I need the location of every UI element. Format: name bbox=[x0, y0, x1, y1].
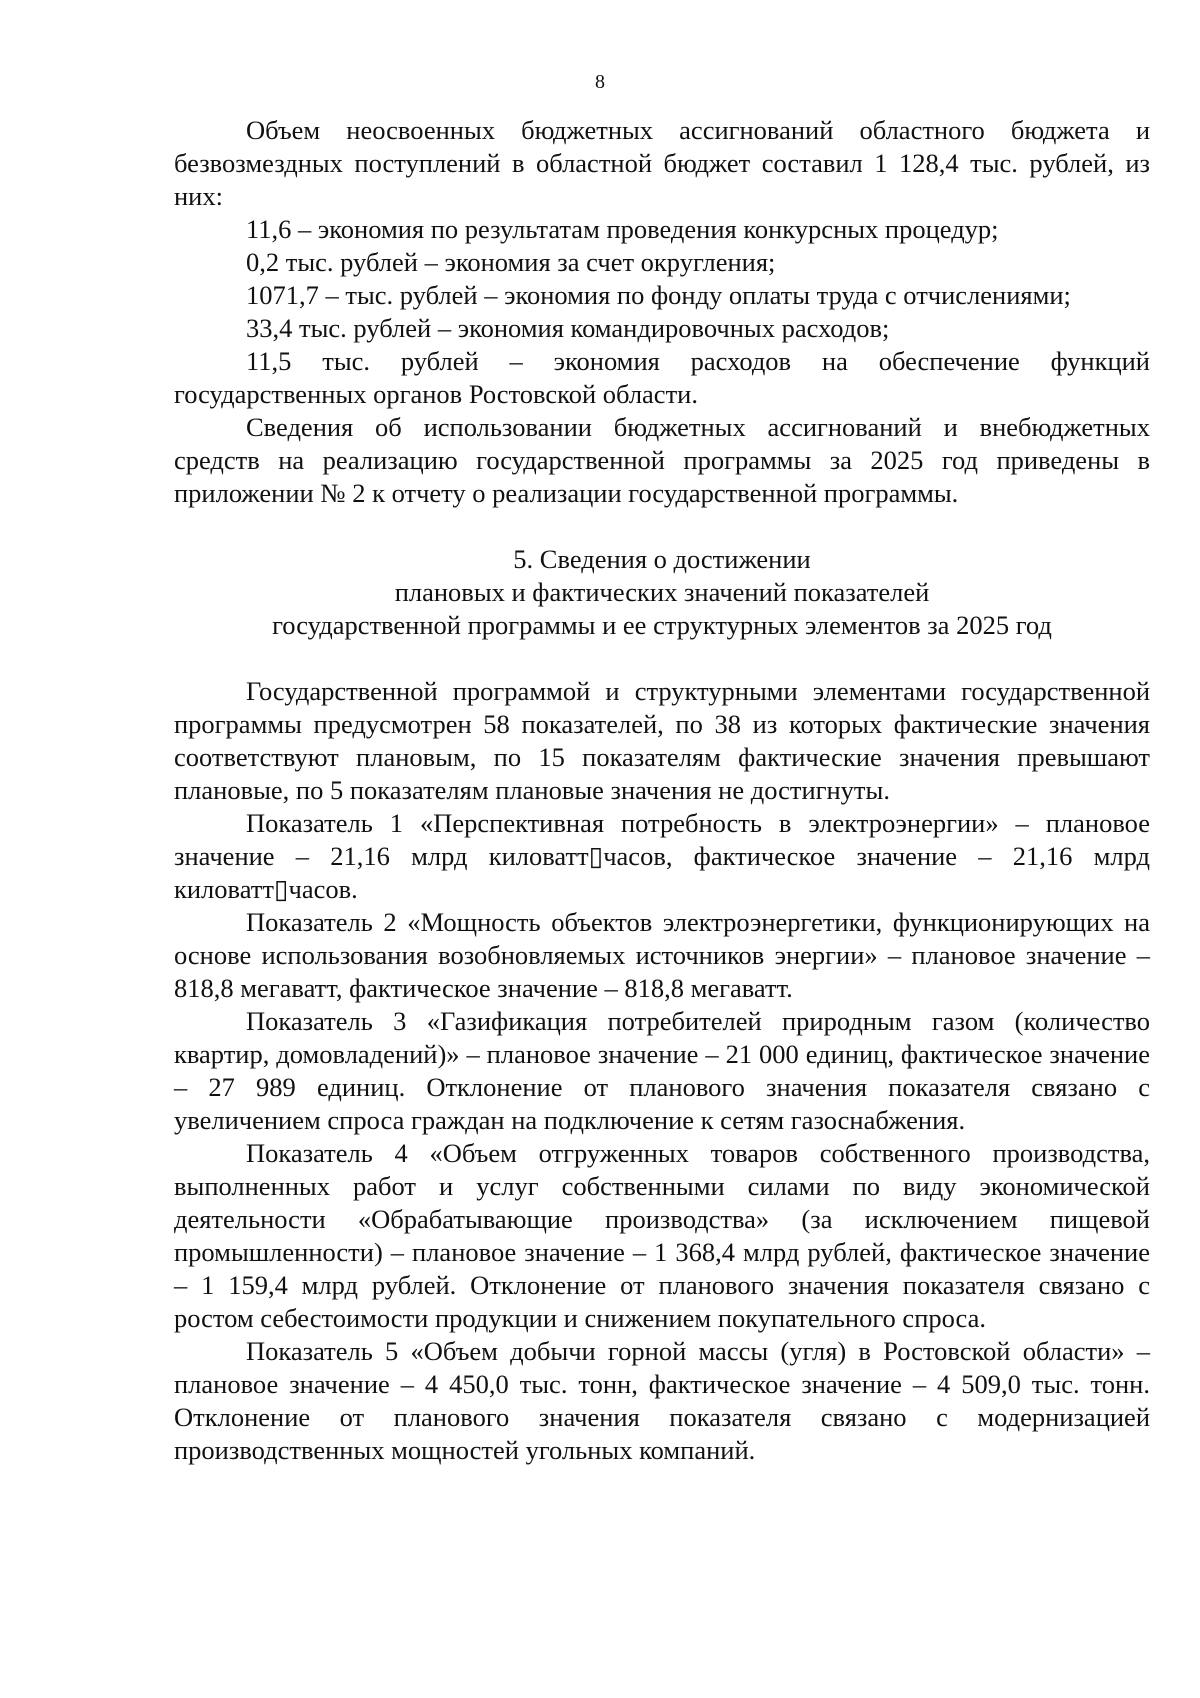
paragraph-savings-payroll: 1071,7 – тыс. рублей – экономия по фонду оплаты труда с отчислениями; bbox=[246, 280, 1071, 310]
paragraph-unspent-budget: Объем неосвоенных бюджетных ассигнований областного бюджета и безвозмездных поступлений в областной бюджет составил 1 128,4 тыс. рублей, из них: bbox=[174, 115, 1150, 211]
paragraph-savings-functions: 11,5 тыс. рублей – экономия расходов на обеспечение функций государственных органов Ростовской области. bbox=[174, 346, 1150, 409]
section-heading-line-1: 5. Сведения о достижении bbox=[513, 544, 811, 574]
paragraph-indicator-3: Показатель 3 «Газификация потребителей природным газом (количество квартир, домовладений)» – плановое значение – 21 000 единиц, фактическое значение – 27 989 единиц. Отклонение от планового значения показателя связано с увеличением спроса граждан на подключение к сетям газоснабжения. bbox=[174, 1006, 1150, 1135]
page-number: 8 bbox=[595, 71, 605, 93]
paragraph-indicator-1: Показатель 1 «Перспективная потребность в электроэнергии» – плановое значение – 21,16 млрд киловатт▯часов, фактическое значение – 21,16 млрд киловатт▯часов. bbox=[174, 808, 1150, 904]
section-heading bbox=[174, 543, 1150, 642]
paragraph-indicators-summary: Государственной программой и структурными элементами государственной программы предусмотрен 58 показателей, по 38 из которых фактические значения соответствуют плановым, по 15 показателям фактические значения превышают плановые, по 5 показателям плановые значения не достигнуты. bbox=[174, 676, 1150, 805]
paragraph-indicator-4: Показатель 4 «Объем отгруженных товаров собственного производства, выполненных работ и услуг собственными силами по виду экономической деятельности «Обрабатывающие производства» (за исключением пищевой промышленности) – плановое значение – 1 368,4 млрд рублей, фактическое значение – 1 159,4 млрд рублей. Отклонение от планового значения показателя связано с ростом себестоимости продукции и снижением покупательного спроса. bbox=[174, 1138, 1150, 1333]
paragraph-savings-rounding: 0,2 тыс. рублей – экономия за счет округления; bbox=[246, 247, 776, 277]
paragraph-savings-travel: 33,4 тыс. рублей – экономия командировочных расходов; bbox=[246, 313, 890, 343]
document-body bbox=[174, 114, 1150, 1467]
paragraph-indicator-5: Показатель 5 «Объем добычи горной массы (угля) в Ростовской области» – плановое значение – 4 450,0 тыс. тонн, фактическое значение – 4 509,0 тыс. тонн. Отклонение от планового значения показателя связано с модернизацией производственных мощностей угольных компаний. bbox=[174, 1336, 1150, 1465]
section-heading-line-2: плановых и фактических значений показателей bbox=[394, 577, 930, 607]
paragraph-budget-usage-info: Сведения об использовании бюджетных ассигнований и внебюджетных средств на реализацию государственной программы за 2025 год приведены в приложении № 2 к отчету о реализации государственной программы. bbox=[174, 412, 1150, 508]
paragraph-indicator-2: Показатель 2 «Мощность объектов электроэнергетики, функционирующих на основе использования возобновляемых источников энергии» – плановое значение – 818,8 мегаватт, фактическое значение – 818,8 мегаватт. bbox=[174, 907, 1150, 1003]
section-heading-line-3: государственной программы и ее структурных элементов за 2025 год bbox=[272, 610, 1052, 640]
paragraph-savings-procurement: 11,6 – экономия по результатам проведения конкурсных процедур; bbox=[246, 214, 999, 244]
